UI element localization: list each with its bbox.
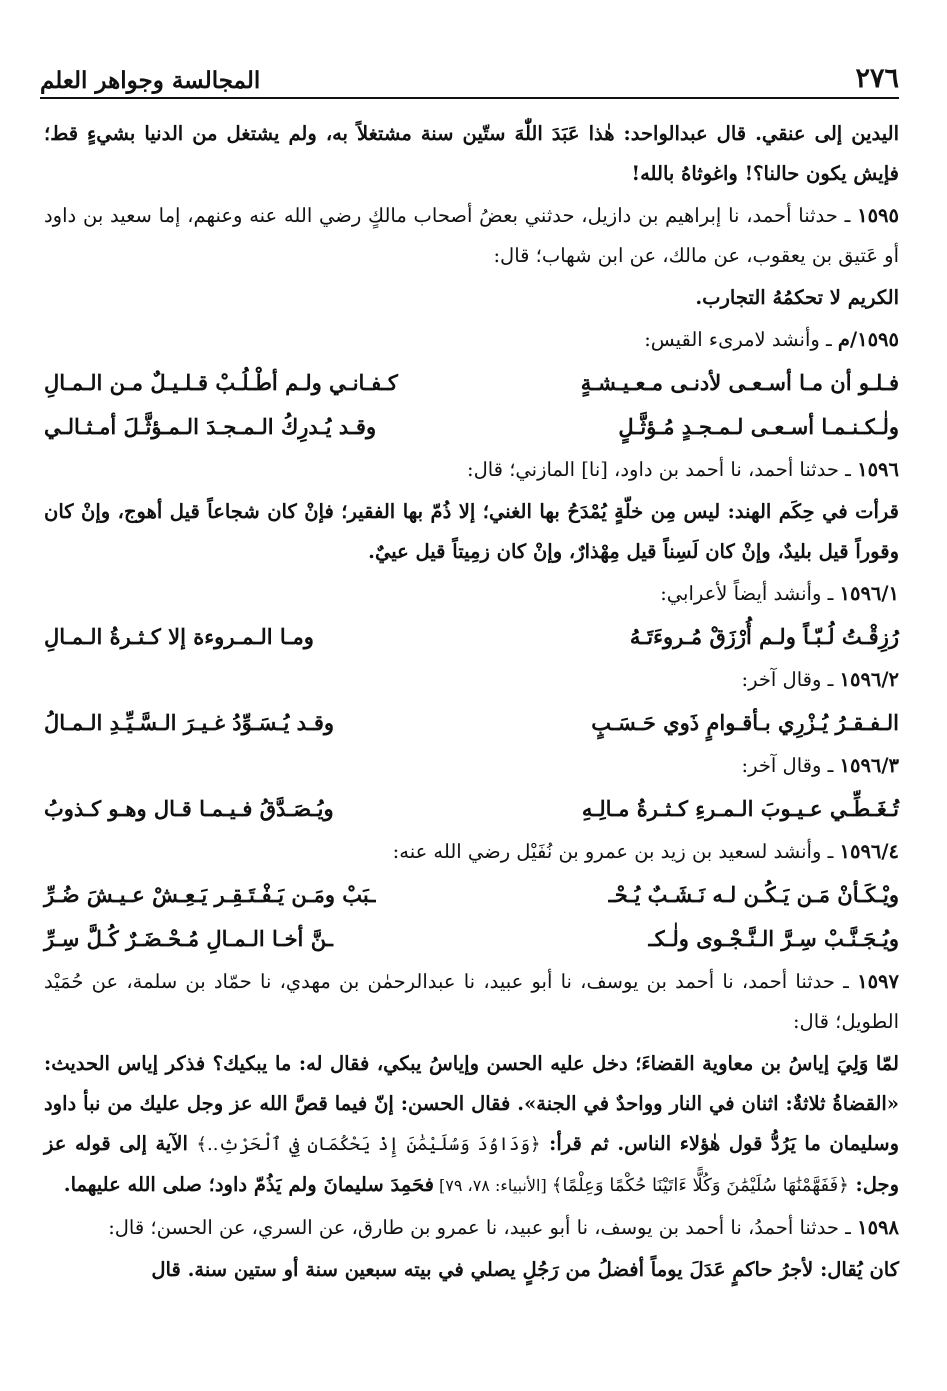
verse-first-hemistich: ويْـكَـأنْ مَـن يَـكُـن لـه نَـشَـبٌ يُـحْـ — [608, 882, 899, 907]
story-part: لمّا وَلِيَ إياسُ بن معاوية القضاءَ؛ دخل عليه الحسن وإياسُ يبكي، فقال له: ما يبكيك؟ فذكر إياس الحديث: «القضاةُ ثلاثةٌ: اثنان في النار وواحدٌ في الجنة». فقال الحسن: إنّ فيما قصَّ الله عز وجل عليك من نبأ داود وسليمان ما يَرُدُّ قول هٰؤلاء الناس. ثم قرأ: — [44, 1052, 899, 1155]
narration-intro: ـ وأنشد لامرىء القيس: — [644, 328, 838, 351]
narration-number: ١٥٩٥/م — [837, 328, 899, 351]
poem-verse — [44, 788, 899, 830]
saying-text: كان يُقال: لأجرُ حاكمٍ عَدَلَ يوماً أفضلُ من رَجُلٍ يصلي في بيته سبعين سنة أو ستين سنة. قال — [151, 1258, 899, 1281]
narration-number: ١٥٩٦/٤ — [839, 840, 899, 863]
page-header — [40, 48, 899, 94]
narration-chain: ـ حدثنا أحمد، نا أحمد بن يوسف، نا أبو عبيد، نا عبدالرحمٰن بن مهدي، نا حمّاد بن سلمة، عن حُمَيْد الطويل؛ قال: — [44, 970, 899, 1033]
narration-number: ١٥٩٨ — [857, 1216, 899, 1239]
story-part: الآية إلى قوله عز وجل: — [44, 1132, 899, 1196]
verse-second-hemistich: ـبَبْ ومَـن يَـفْـتَـقِـر يَـعِـشْ عـيـشَ ضُـرِّ — [44, 882, 376, 907]
saying-text: الكريم لا تحكمُهُ التجارب. — [695, 286, 899, 309]
page-number: ٢٧٦ — [855, 63, 899, 94]
poem-verse — [44, 406, 899, 448]
narration-intro: ـ وأنشد لسعيد بن زيد بن عمرو بن نُفَيْل رضي الله عنه: — [392, 840, 840, 863]
narration-number: ١٥٩٦/١ — [839, 582, 899, 605]
verse-second-hemistich: ـنَّ أخـا الـمـالِ مُـحْـضَـرٌ كُـلَّ سِـرِّ — [44, 926, 333, 951]
verse-first-hemistich: فـلـو أن مـا أسـعـى لأدنـى مـعـيـشـةٍ — [580, 370, 899, 395]
poem-verse — [44, 918, 899, 960]
narration-number: ١٥٩٦/٣ — [839, 754, 899, 777]
poem-verse — [44, 616, 899, 658]
narration-number: ١٥٩٦/٢ — [839, 668, 899, 691]
verse-first-hemistich: ولٰـكـنـمـا أسـعـى لـمـجـدٍ مُـؤثَّـلٍ — [618, 414, 899, 439]
narration-1596-3 — [44, 746, 899, 786]
poem-verse — [44, 874, 899, 916]
quran-verse: ﴿وَدَاوُدَ وَسُلَيْمَٰنَ إِذْ يَحْكُمَانِ فِي ٱلْحَرْثِ..﴾ — [196, 1134, 541, 1155]
verse-second-hemistich: ويُـصَـدَّقُ فـيـمـا قـال وهـو كـذوبُ — [44, 796, 334, 821]
header-rule — [40, 97, 899, 99]
narration-number: ١٥٩٥ — [857, 204, 899, 227]
verse-first-hemistich: ويُـجَـنَّـبْ سِـرَّ الـنَّـجْـوى ولٰـكـ — [648, 926, 899, 951]
quran-reference: [الأنبياء: ٧٨، ٧٩] — [433, 1176, 552, 1195]
narration-chain: ـ حدثنا أحمد، نا أحمد بن داود، [نا] المازني؛ قال: — [467, 458, 858, 481]
narration-1596-4 — [44, 832, 899, 872]
narration-1596-1 — [44, 574, 899, 614]
narration-chain: ـ حدثنا أحمدُ، نا أحمد بن يوسف، نا أبو عبيد، نا عمرو بن طارق، عن السري، عن الحسن؛ قال: — [108, 1216, 858, 1239]
page-body — [44, 114, 899, 1292]
narration-number: ١٥٩٦ — [857, 458, 899, 481]
quran-verse: ﴿فَفَهَّمْنَٰهَا سُلَيْمَٰنَ وَكُلًّا ءَاتَيْنَا حُكْمًا وَعِلْمًا﴾ — [551, 1175, 849, 1196]
narration-1596-2 — [44, 660, 899, 700]
verse-second-hemistich: ومـا الـمـروءة إلا كـثـرةُ الـمـالِ — [44, 624, 314, 649]
narration-intro: ـ وقال آخر: — [741, 668, 840, 691]
verse-first-hemistich: رُزِقْـتُ لُـبّـاً ولـم أُرْزَقْ مُـروءَتَـهُ — [629, 624, 899, 649]
narration-chain: ـ حدثنا أحمد، نا إبراهيم بن دازيل، حدثني بعضُ أصحاب مالكٍ رضي الله عنه وعنهم، إما سعيد بن داود أو عَتيق بن يعقوب، عن مالك، عن ابن شهاب؛ قال: — [44, 204, 899, 267]
narration-1595m — [44, 320, 899, 360]
narration-number: ١٥٩٧ — [857, 970, 899, 993]
verse-second-hemistich: وقـد يُـدرِكُ الـمـجـدَ الـمـؤثَّـلَ أمـثـالـي — [44, 414, 377, 439]
verse-second-hemistich: وقـد يُـسَـوِّدُ غـيـرَ الـسَّـيِّـدِ الـمـالُ — [44, 710, 335, 735]
story-part: فحَمِدَ سليمانَ ولم يَذُمّ داود؛ صلى الله عليهما. — [63, 1173, 434, 1196]
narration-1595 — [44, 196, 899, 276]
narration-intro: ـ وأنشد أيضاً لأعرابي: — [660, 582, 840, 605]
story-text — [44, 1044, 899, 1206]
narration-1598 — [44, 1208, 899, 1248]
poem-verse — [44, 702, 899, 744]
poem-verse — [44, 362, 899, 404]
verse-first-hemistich: الـفـقـرُ يُـزْرِي بـأقـوامٍ ذَوي حَـسَـبٍ — [591, 710, 899, 735]
book-title: المجالسة وجواهر العلم — [40, 67, 261, 94]
paragraph-continuation: اليدين إلى عنقي. قال عبدالواحد: هٰذا عَبَدَ اللّٰهَ ستّين سنة مشتغلاً به، ولم يشتغل من الدنيا بشيءٍ قط؛ فإيش يكون حالنا؟! واغوثاهُ بالله! — [44, 122, 899, 185]
narration-intro: ـ وقال آخر: — [741, 754, 840, 777]
verse-first-hemistich: تُـغَـطِّـي عـيـوبَ الـمـرءِ كـثـرةُ مـالِـهِ — [581, 796, 899, 821]
narration-1597 — [44, 962, 899, 1042]
narration-1596 — [44, 450, 899, 490]
verse-second-hemistich: كـفـانـي ولـم أطْـلُـبْ قـلـيـلٌ مـن الـمـالِ — [44, 370, 398, 395]
saying-text: قرأت في حِكَم الهند: ليس مِن خلّةٍ يُمْدَحُ بها الغني؛ إلا ذُمّ بها الفقير؛ فإنْ كان شجاعاً قيل أهوج، وإنْ كان وقوراً قيل بليدٌ، وإنْ كان لَسِناً قيل مِهْذارٌ، وإنْ كان زمِيتاً قيل عييٌ. — [44, 500, 899, 563]
